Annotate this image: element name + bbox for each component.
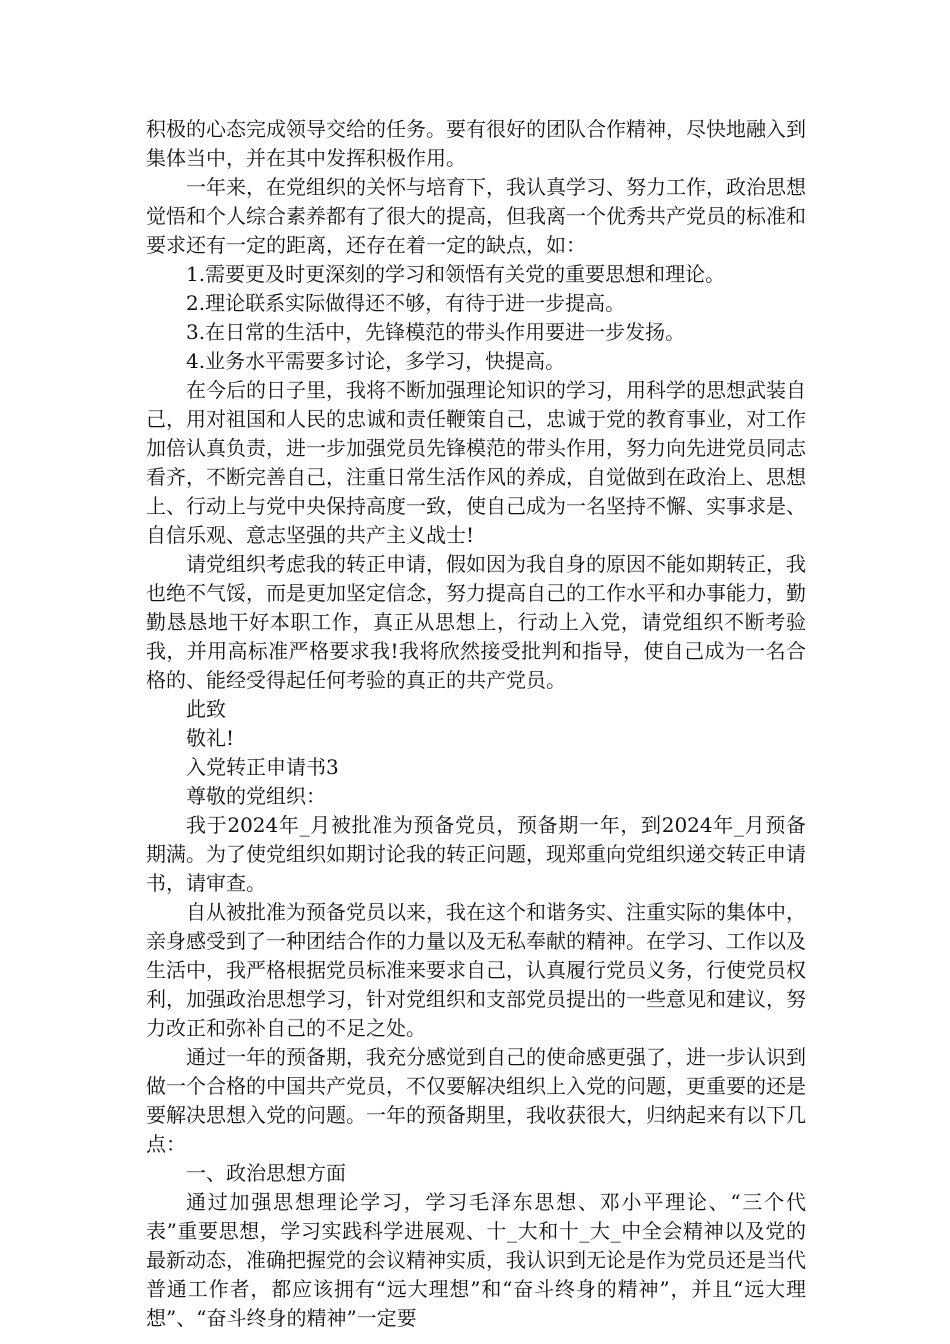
list-item-1: 1.需要更及时更深刻的学习和领悟有关党的重要思想和理论。 [186,262,726,286]
subheading-political: 一、政治思想方面 [186,1161,346,1185]
paragraph-request: 请党组织考虑我的转正申请，假如因为我自身的原因不能如期转正，我也绝不气馁，而是更加坚定信念，努力提高自己的工作水平和办事能力，勤勤恳恳地干好本职工作，真正从思想上，行动上入党，请党组织不断考验我，并用高标准严格要求我!我将欣然接受批判和指导，使自己成为一名合格的、能经受得起任何考验的真正的共产党员。 [146,552,806,692]
list-item-2: 2.理论联系实际做得还不够，有待于进一步提高。 [186,291,626,315]
paragraph-intro: 我于2024年_月被批准为预备党员，预备期一年，到2024年_月预备期满。为了使党组织如期讨论我的转正问题，现郑重向党组织递交转正申请书，请审查。 [146,813,806,895]
paragraph-reflection: 通过一年的预备期，我充分感觉到自己的使命感更强了，进一步认识到做一个合格的中国共产党员，不仅要解决组织上入党的问题，更重要的还是要解决思想入党的问题。一年的预备期里，我收获很大，归纳起来有以下几点： [146,1045,806,1156]
paragraph-continuation: 积极的心态完成领导交给的任务。要有很好的团队合作精神，尽快地融入到集体当中，并在其中发挥积极作用。 [146,117,806,170]
document-body [146,115,806,1333]
paragraph-political: 通过加强思想理论学习，学习毛泽东思想、邓小平理论、“三个代表”重要思想，学习实践科学进展观、十_大和十_大_中全会精神以及党的最新动态，准确把握党的会议精神实质，我认识到无论是作为党员还是当代普通工作者，都应该拥有“远大理想”和“奋斗终身的精神”，并且“远大理想”、“奋斗终身的精神”一定要 [146,1190,806,1330]
paragraph-self-assessment: 一年来，在党组织的关怀与培育下，我认真学习、努力工作，政治思想觉悟和个人综合素养都有了很大的提高，但我离一个优秀共产党员的标准和要求还有一定的距离，还存在着一定的缺点，如： [146,175,806,257]
section-title: 入党转正申请书3 [186,755,339,779]
paragraph-future-plan: 在今后的日子里，我将不断加强理论知识的学习，用科学的思想武装自己，用对祖国和人民的忠诚和责任鞭策自己，忠诚于党的教育事业，对工作加倍认真负责，进一步加强党员先锋模范的带头作用，努力向先进党员同志看齐，不断完善自己，注重日常生活作风的养成，自觉做到在政治上、思想上、行动上与党中央保持高度一致，使自己成为一名坚持不懈、实事求是、自信乐观、意志坚强的共产主义战士! [146,378,806,547]
paragraph-experience: 自从被批准为预备党员以来，我在这个和谐务实、注重实际的集体中，亲身感受到了一种团结合作的力量以及无私奉献的精神。在学习、工作以及生活中，我严格根据党员标准来要求自己，认真履行党员义务，行使党员权利，加强政治思想学习，针对党组织和支部党员提出的一些意见和建议，努力改正和弥补自己的不足之处。 [146,900,806,1040]
greeting: 尊敬的党组织： [186,784,326,808]
closing-salutation: 此致 [186,697,226,721]
list-item-4: 4.业务水平需要多讨论，多学习，快提高。 [186,349,566,373]
list-item-3: 3.在日常的生活中，先锋模范的带头作用要进一步发扬。 [186,320,686,344]
closing-regards: 敬礼! [186,726,235,750]
